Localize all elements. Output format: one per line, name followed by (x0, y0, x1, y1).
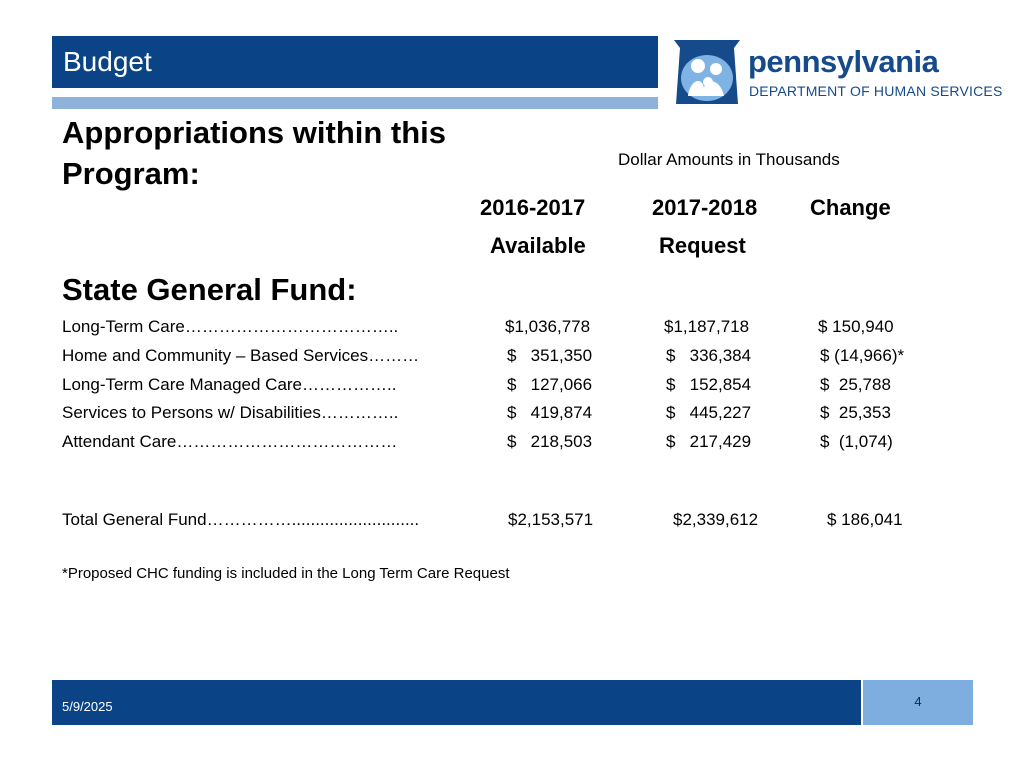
heading-line-1: Appropriations within this (62, 115, 447, 150)
row-available: $ 218,503 (507, 432, 593, 451)
units-note: Dollar Amounts in Thousands (618, 150, 840, 169)
logo-wordmark: pennsylvania (748, 44, 939, 79)
row-request: $1,187,718 (664, 317, 750, 336)
row-request: $ 152,854 (666, 375, 752, 394)
total-request: $2,339,612 (673, 510, 759, 529)
slide-title: Budget (63, 46, 152, 77)
row-change: $ 25,353 (820, 403, 891, 422)
footnote: *Proposed CHC funding is included in the Long Term Care Request (62, 565, 510, 582)
row-label: Services to Persons w/ Disabilities………….. (62, 403, 399, 422)
col-header-change: Change (810, 195, 891, 220)
row-label: Long-Term Care……………………………….. (62, 317, 399, 336)
row-label: Long-Term Care Managed Care…………….. (62, 375, 397, 394)
logo-department: DEPARTMENT OF HUMAN SERVICES (749, 83, 1003, 99)
col-header-2017-year: 2017-2018 (652, 195, 758, 220)
page-heading (62, 112, 502, 194)
row-change: $ (14,966)* (820, 346, 905, 365)
col-header-2017-status: Request (659, 233, 746, 258)
heading-line-2: Program: (62, 156, 200, 191)
row-request: $ 445,227 (666, 403, 752, 422)
total-available: $2,153,571 (508, 510, 594, 529)
footer-bar (52, 680, 861, 725)
title-underline (52, 97, 658, 109)
row-available: $ 127,066 (507, 375, 593, 394)
row-change: $ 150,940 (818, 317, 894, 336)
row-request: $ 217,429 (666, 432, 752, 451)
title-bar (52, 36, 658, 88)
footer-date: 5/9/2025 (62, 699, 113, 714)
row-available: $ 351,350 (507, 346, 593, 365)
row-label: Attendant Care………………………………… (62, 432, 398, 451)
page-number-box (863, 680, 973, 725)
page-number: 4 (914, 694, 922, 709)
col-header-2016-year: 2016-2017 (480, 195, 586, 220)
dhs-logo (668, 38, 1008, 108)
row-change: $ 25,788 (820, 375, 891, 394)
keystone-family-icon (668, 38, 746, 108)
row-available: $1,036,778 (505, 317, 591, 336)
row-change: $ (1,074) (820, 432, 893, 451)
row-label: Home and Community – Based Services……… (62, 346, 420, 365)
col-header-2016-status: Available (490, 233, 586, 258)
row-request: $ 336,384 (666, 346, 752, 365)
section-title: State General Fund: (62, 272, 357, 307)
total-change: $ 186,041 (827, 510, 903, 529)
row-available: $ 419,874 (507, 403, 593, 422)
total-label: Total General Fund……………........................... (62, 510, 420, 529)
